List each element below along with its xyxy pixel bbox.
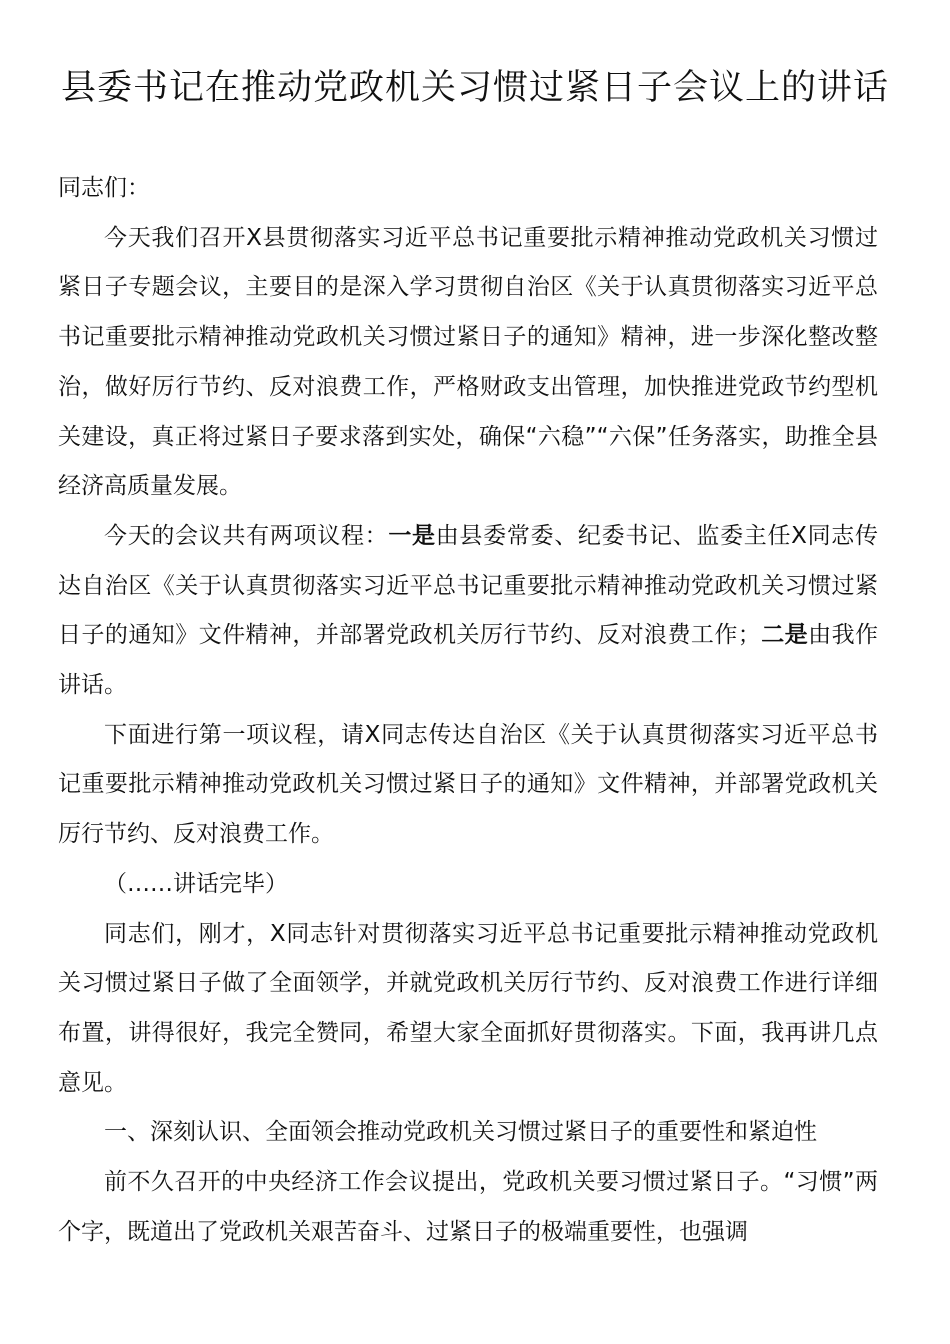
document-title: 县委书记在推动党政机关习惯过紧日子会议上的讲话 xyxy=(60,68,889,108)
agenda-item-two-marker: 二是 xyxy=(760,622,809,649)
paragraph-agenda xyxy=(58,512,878,711)
section-heading-one: 一、深刻认识、全面领会推动党政机关习惯过紧日子的重要性和紧迫性 xyxy=(104,1119,817,1146)
paragraph-first-item: 下面进行第一项议程，请X同志传达自治区《关于认真贯彻落实习近平总书记重要批示精神推动党政机关习惯过紧日子的通知》文件精神，并部署党政机关厉行节约、反对浪费工作。 xyxy=(58,721,878,848)
paragraph-intro: 今天我们召开X县贯彻落实习近平总书记重要批示精神推动党政机关习惯过紧日子专题会议，主要目的是深入学习贯彻自治区《关于认真贯彻落实习近平总书记重要批示精神推动党政机关习惯过紧日子的通知》精神，进一步深化整改整治，做好厉行节约、反对浪费工作，严格财政支出管理，加快推进党政节约型机关建设，真正将过紧日子要求落到实处，确保“六稳”“六保”任务落实，助推全县经济高质量发展。 xyxy=(58,224,878,500)
agenda-lead: 今天的会议共有两项议程： xyxy=(104,522,389,549)
agenda-item-one-marker: 一是 xyxy=(388,522,436,549)
paragraph-speech-end: （……讲话完毕） xyxy=(104,870,288,897)
salutation: 同志们： xyxy=(58,175,150,201)
paragraph-section-one: 前不久召开的中央经济工作会议提出，党政机关要习惯过紧日子。“习惯”两个字，既道出了党政机关艰苦奋斗、过紧日子的极端重要性，也强调 xyxy=(58,1169,878,1245)
agenda-item-one-text: 由县委常委、纪委书记、监委主任X同志传达自治区《关于认真贯彻落实习近平总书记重要批示精神推动党政机关习惯过紧日子的通知》文件精神，并部署党政机关厉行节约、反对浪费工作； xyxy=(58,522,878,649)
paragraph-comments: 同志们，刚才，X同志针对贯彻落实习近平总书记重要批示精神推动党政机关习惯过紧日子做了全面领学，并就党政机关厉行节约、反对浪费工作进行详细布置，讲得很好，我完全赞同，希望大家全面抓好贯彻落实。下面，我再讲几点意见。 xyxy=(58,920,878,1096)
document-body xyxy=(58,164,878,1257)
agenda-item-two-text: 由我作讲话。 xyxy=(58,622,879,699)
